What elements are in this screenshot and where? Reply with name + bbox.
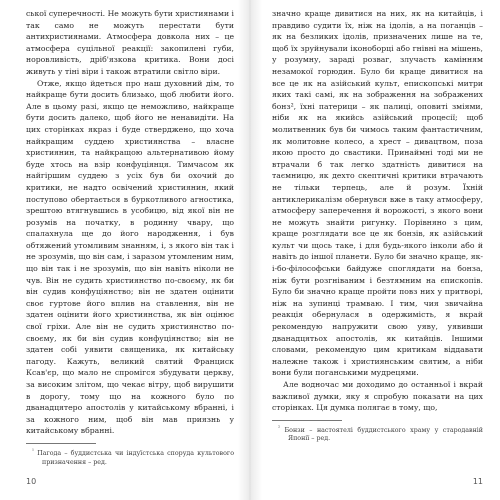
footnote bbox=[26, 447, 234, 467]
footnote-mark: ² bbox=[278, 424, 281, 431]
paragraph: ської суперечності. Не можуть бути християнами і так само не можуть перестати бути антихристиянами. Атмосфера довкола них – це атмосфера суцільної реакції: закопилені губи, норовливість, дріб'язкова критика. Вони досі живуть у тіні віри і також втратили світло віри. bbox=[26, 9, 234, 76]
paragraph: Але водночас ми доходимо до останньої і вкрай важливої думки, яку я спробую показати на цих сторінках. Ця думка полягає в тому, що, bbox=[272, 380, 483, 413]
left-body-text bbox=[26, 8, 234, 437]
paragraph: Отже, якщо йдеться про наш духовний дім, то найкраще бути досить близько, щоб любити його. Але в цьому разі, якщо це неможливо, найкраще бути досить далеко, щоб його не ненавидіти. На цих сторінках якраз і буде стверджено, що хоча найкращим суддею християнства – власне християнин, та найкращою альтернативою йому буде хтось на взір конфуціянця. Тимчасом як найгіршим суддею з усіх був би охочий до критики, не надто освічений християнин, який поступово обертається в буркотливого агностика, зрештою втягнувшись в усобицю, від якої він не розумів на початку, в родинну чвару, що спалахнула ще до його народження, і був обтяжений утомливим знанням, і, з якого він так і не зрозумів, що він сам, і заразом утомленим ним, що він так і не зрозумів, що він навіть ніколи не чув. Він не судить християнство по-своєму, як би він судив конфуціянство; він не здатен оцінити своє гуртове його вплив на ставлення, він не здатен оцінити його християнства, як він оцінює свої гріхи. Але він не судить християнство по-своєму, як би він судив конфуціянство; він не здатен собі уявити священика, як китайську пагоду. Кажуть, великий святий Франциск Ксав'єр, що мало не спромігся збудувати церкву, за високим злітом, що чекає вітру, щоб вирушити в дорогу, тому що на кожного було по дванадцятеро апостолів у китайському вбранні, і за кожного ним, щоб він мав приязнь у китайському вбранні. bbox=[26, 78, 234, 436]
page-number: 10 bbox=[26, 477, 37, 486]
footnote-text: Бонзи – настоятелі буддистського храму у стародавній Японії – ред. bbox=[284, 426, 483, 443]
paragraph: значно краще дивитися на них, як на китайців, і правдиво судити їх, ніж на ідолів, а на поганців – як на безликих ідолів, призначених лише на те, щоб їх зруйнували іконоборці або гнівні на мішень, у розумну, зараді розваг, злучасть камінням незамокої горюдин. Було би краще дивитися на все це як на азійський культ, епископські митри яких такі самі, як на зображення на зображених бонз², їхні патерици – як палиці, оповиті зміями, ніби як на якийсь азійський процесії; щоб молитвенник був би чимось таким фантастичним, як молитовне колесо, а хрест – дивацтвом, поза якою просто до свастики. Принаймні тоді ми не втрачали б так легко здатність дивитися на таємницю, як дехто скептичні критики втрачають не тільки терпець, але й розум. Їхній антиклерикалізм обернувся вже в таку атмосферу, атмосферу заперечення й ворожості, з якого вони не можуть знайти ригунку. Порівняно з цим, краще розглядати все це як бонзів, як азійський культ чи щось таке, і для будь-якого інколи або й навіть до іншої планети. Було би значно краще, як-і-бо-філософськи байдуже споглядати на бонза, ніж бути розгніваним і безтямним на єпископів. Було би значно краще пройти повз них у притворі, ніж на зупинці трамваю. І тим, чия звичайна реакція обернулася в одержимість, я вкрай рекомендую напружити свою уяву, уявивши дванадцятьох апостолів, як китайців. Іншими словами, рекомендую цим критикам віддавати належне також і християнським святим, а ніби вони були поганськими мудрецями. bbox=[272, 9, 483, 378]
footnote-text: Пагода – буддистська чи індуїстська споруда культового призначення – ред. bbox=[37, 450, 234, 466]
footnote-mark: ¹ bbox=[32, 447, 35, 454]
footnote-divider bbox=[26, 443, 96, 444]
page-number: 11 bbox=[472, 477, 483, 486]
right-page bbox=[250, 0, 500, 500]
footnote bbox=[272, 424, 483, 444]
right-body-text bbox=[272, 8, 483, 414]
footnote-divider bbox=[272, 420, 342, 421]
